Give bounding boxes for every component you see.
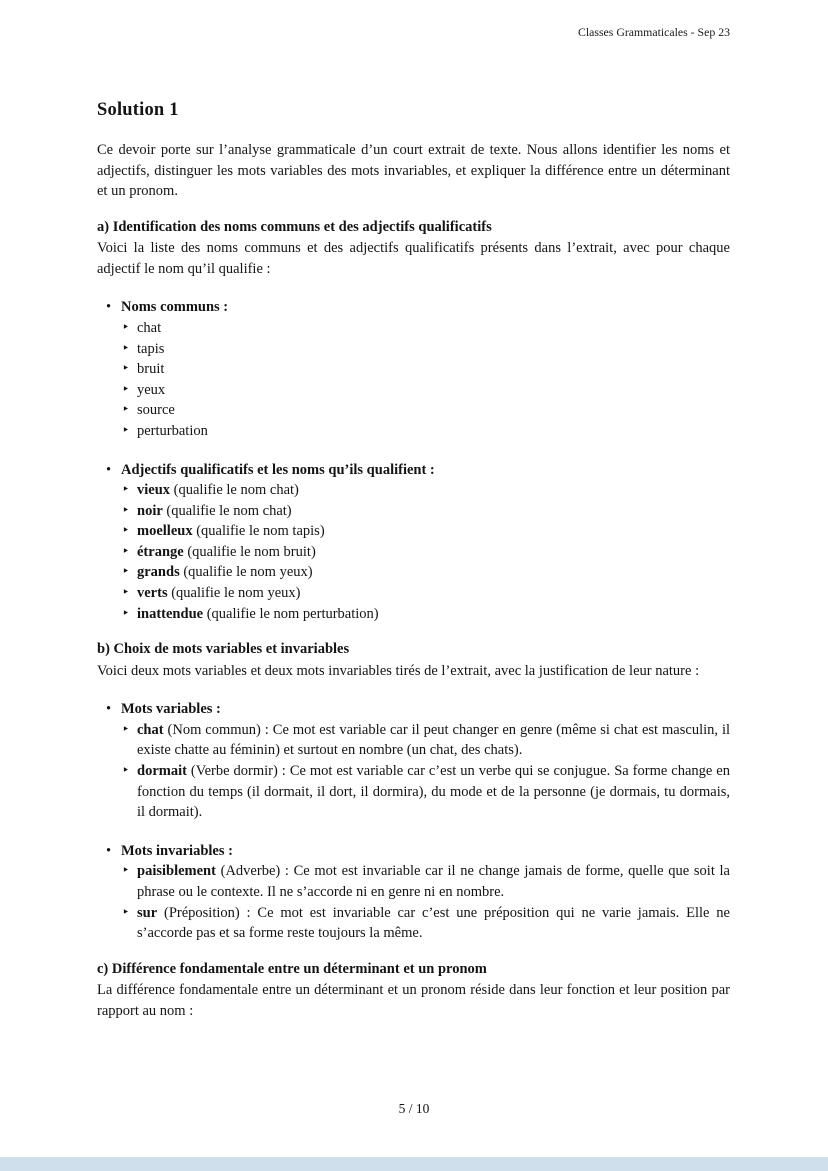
triangle-bullet-icon: ‣ [122, 502, 130, 517]
term-bold: étrange [137, 543, 184, 560]
list-item [97, 761, 730, 823]
list-item [97, 339, 730, 360]
list-item [97, 521, 730, 542]
list-item [97, 421, 730, 442]
bullet-icon: • [106, 299, 112, 316]
triangle-bullet-icon: ‣ [122, 543, 130, 558]
group-label: Mots variables : [121, 701, 221, 718]
list-item [97, 380, 730, 401]
triangle-bullet-icon: ‣ [122, 763, 130, 778]
item-text: (qualifie le nom chat) [162, 502, 292, 519]
section-a-lead: Voici la liste des noms communs et des adjectifs qualificatifs présents dans l’extrait, avec pour chaque adjectif le nom qu’il qualifie : [97, 240, 730, 277]
section-b-lead: Voici deux mots variables et deux mots invariables tirés de l’extrait, avec la justification de leur nature : [97, 662, 700, 679]
triangle-bullet-icon: ‣ [122, 381, 130, 396]
triangle-bullet-icon: ‣ [122, 422, 130, 437]
term-bold: grands [137, 564, 180, 581]
variables-list [97, 720, 730, 823]
triangle-bullet-icon: ‣ [122, 402, 130, 417]
section-c-lead: La différence fondamentale entre un déterminant et un pronom réside dans leur fonction et leur position par rapport au nom : [97, 982, 730, 1019]
list-group [97, 841, 730, 944]
item-text: (qualifie le nom perturbation) [203, 605, 379, 622]
bullet-icon: • [106, 842, 112, 859]
item-text: (qualifie le nom yeux) [179, 564, 313, 581]
term-bold: chat [137, 721, 164, 738]
list-group [97, 460, 730, 625]
list-group [97, 699, 730, 822]
list-item [97, 562, 730, 583]
intro-paragraph: Ce devoir porte sur l’analyse grammaticale d’un court extrait de texte. Nous allons identifier les noms et adjectifs, distinguer les mots variables des mots invariables, et expliquer la différence entre un déterminant et un pronom. [97, 142, 730, 200]
running-header: Classes Grammaticales - Sep 23 [577, 25, 730, 39]
list-item [97, 583, 730, 604]
term-bold: paisiblement [137, 863, 216, 880]
item-text: (qualifie le nom yeux) [167, 585, 301, 601]
list-item-text: source [137, 402, 175, 419]
item-text: (qualifie le nom bruit) [183, 543, 316, 560]
section-c-heading: c) Différence fondamentale entre un déterminant et un pronom [97, 960, 487, 977]
item-text: (Nom commun) : Ce mot est variable car il peut changer en genre (même si chat est masculin, il existe chatte au féminin) et surtout en nombre (un chat, des chats). [137, 721, 730, 759]
item-text: (qualifie le nom chat) [170, 482, 299, 499]
triangle-bullet-icon: ‣ [122, 863, 130, 878]
bullet-icon: • [106, 701, 112, 718]
page-title: Solution 1 [97, 99, 179, 120]
group-label: Mots invariables : [121, 842, 233, 859]
mots-variables-group [97, 699, 730, 822]
list-item [97, 542, 730, 563]
adjectifs-group [97, 460, 730, 625]
triangle-bullet-icon: ‣ [122, 564, 130, 579]
noms-communs-group [97, 297, 730, 441]
item-text: (qualifie le nom tapis) [192, 523, 325, 540]
section-a-heading: a) Identification des noms communs et des adjectifs qualificatifs [97, 218, 492, 235]
adjectifs-list [97, 480, 730, 624]
invariables-list [97, 861, 730, 943]
list-item [97, 861, 730, 902]
triangle-bullet-icon: ‣ [122, 904, 130, 919]
list-item [97, 318, 730, 339]
term-bold: dormait [137, 763, 187, 780]
triangle-bullet-icon: ‣ [122, 605, 130, 620]
list-item [97, 501, 730, 522]
triangle-bullet-icon: ‣ [122, 721, 130, 736]
list-item-text: yeux [137, 381, 166, 398]
triangle-bullet-icon: ‣ [122, 320, 130, 335]
bullet-icon: • [106, 461, 112, 478]
page-number-footer: 5 / 10 [398, 1100, 430, 1116]
term-bold: vieux [137, 482, 171, 499]
triangle-bullet-icon: ‣ [122, 361, 130, 376]
triangle-bullet-icon: ‣ [122, 482, 130, 497]
triangle-bullet-icon: ‣ [122, 585, 130, 599]
term-bold: moelleux [137, 523, 193, 540]
section-b-heading: b) Choix de mots variables et invariables [97, 641, 350, 658]
list-item [97, 903, 730, 944]
list-item [97, 400, 730, 421]
list-item [97, 359, 730, 380]
mots-invariables-group [97, 841, 730, 944]
term-bold: noir [137, 502, 163, 519]
list-item [97, 480, 730, 501]
item-text: (Verbe dormir) : Ce mot est variable car c’est un verbe qui se conjugue. Sa forme change en fonction du temps (il dormait, il dort, il dormira), du mode et de la personne (je dormais, tu dormais, il dormait). [137, 763, 730, 821]
triangle-bullet-icon: ‣ [122, 340, 130, 355]
list-group [97, 297, 730, 441]
term-bold: verts [137, 585, 168, 601]
group-label: Adjectifs qualificatifs et les noms qu’ils qualifient : [121, 461, 435, 478]
item-text: (Adverbe) : Ce mot est invariable car il ne change jamais de forme, quelle que soit la phrase ou le contexte. Il ne s’accorde ni en genre ni en nombre. [137, 863, 730, 900]
list-item [97, 604, 730, 625]
list-item-text: bruit [137, 361, 165, 378]
group-label: Noms communs : [121, 299, 229, 316]
list-item-text: chat [137, 320, 162, 337]
term-bold: inattendue [137, 605, 204, 622]
noms-list [97, 318, 730, 441]
term-bold: sur [137, 904, 158, 921]
list-item [97, 720, 730, 761]
item-text: (Préposition) : Ce mot est invariable car c’est une préposition qui ne varie jamais. Elle ne s’accorde pas et sa forme reste toujours la même. [137, 904, 730, 942]
triangle-bullet-icon: ‣ [122, 523, 130, 538]
list-item-text: perturbation [137, 422, 208, 439]
list-item-text: tapis [137, 340, 165, 357]
